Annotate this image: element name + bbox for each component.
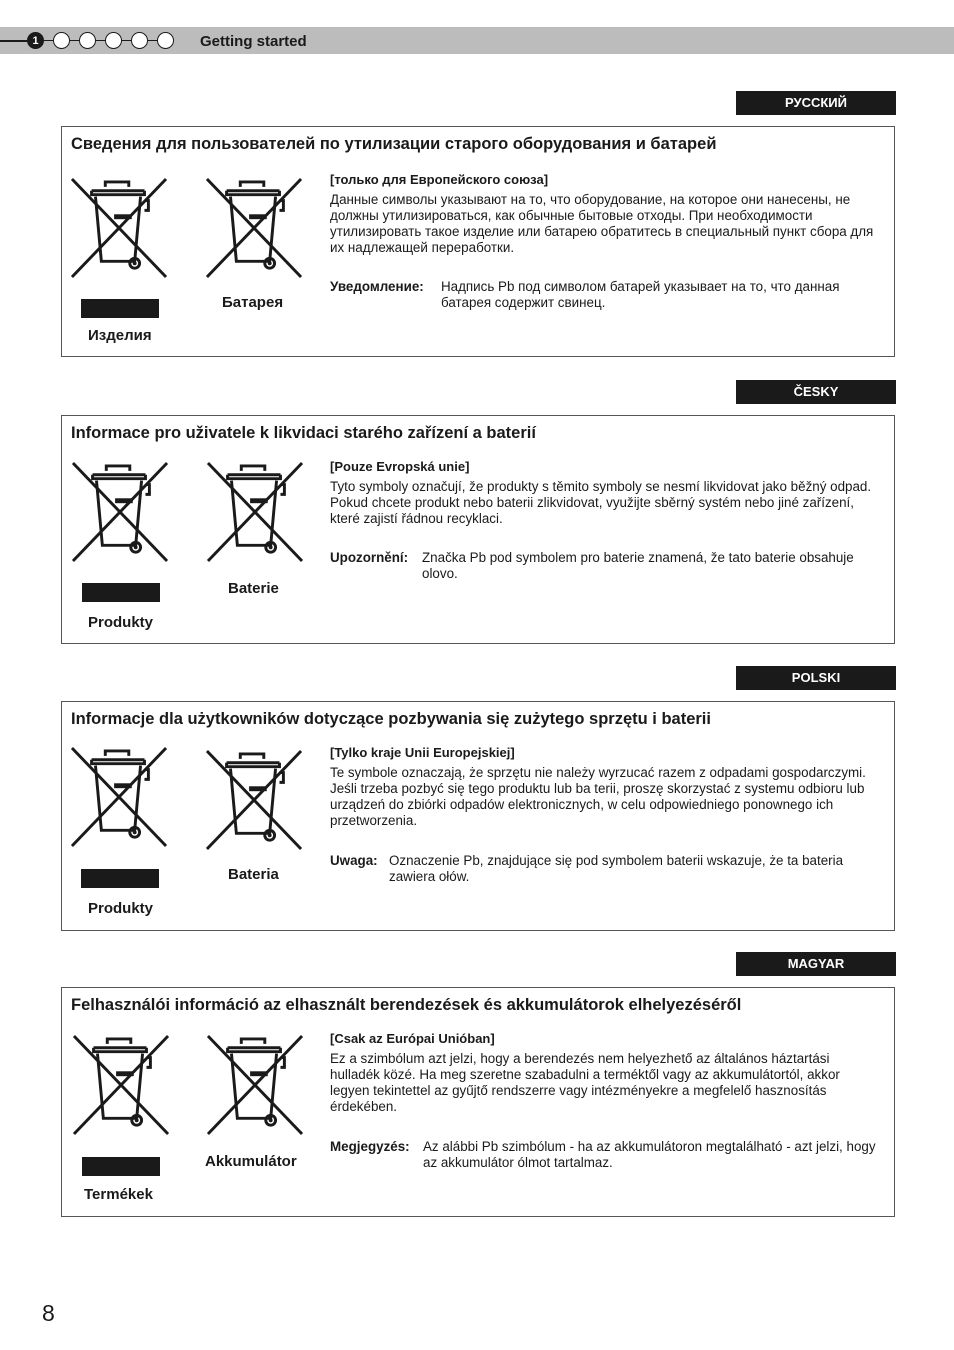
disposal-info-box-russian — [61, 126, 895, 357]
step-2-indicator — [53, 32, 70, 49]
marking-bar — [81, 869, 159, 888]
step-1-indicator: 1 — [27, 32, 44, 49]
marking-bar — [82, 1157, 160, 1176]
note-text: Az alábbi Pb szimbólum - ha az akkumulátoron megtalálható - azt jelzi, hogy az akkumulátor ólmot tartalmaz. — [423, 1139, 876, 1170]
products-label: Produkty — [88, 614, 154, 631]
battery-label: Akkumulátor — [205, 1153, 297, 1170]
note-text: Značka Pb pod symbolem pro baterie znamená, že tato baterie obsahuje olovo. — [422, 550, 854, 581]
region-subtitle: [Csak az Európai Unióban] — [330, 1031, 495, 1046]
region-subtitle: [только для Европейского союза] — [330, 172, 549, 187]
language-tab-hungarian: MAGYAR — [736, 952, 896, 976]
box-title: Сведения для пользователей по утилизации старого оборудования и батарей — [71, 135, 717, 153]
step-connector — [70, 40, 79, 41]
crossed-out-bin-icon — [205, 749, 303, 852]
body-text: Данные символы указывают на то, что оборудование, на которое они нанесены, не должны утилизироваться, как обычные бытовые отходы. При необходимости утилизировать такое изделие или батарею обратитесь в специальный пункт сбора для их надлежащей переработки. — [330, 192, 874, 255]
crossed-out-bin-icon — [72, 1034, 170, 1137]
note-label: Uwaga: — [330, 853, 378, 868]
note-label: Upozornění: — [330, 550, 409, 565]
step-connector — [44, 40, 53, 41]
disposal-info-box-czech — [61, 415, 895, 644]
products-label: Изделия — [88, 327, 152, 344]
region-subtitle: [Pouze Evropská unie] — [330, 459, 470, 474]
language-tab-russian: РУССКИЙ — [736, 91, 896, 115]
step-connector — [96, 40, 105, 41]
box-title: Felhasználói információ az elhasznált berendezések és akkumulátorok elhelyezéséről — [71, 996, 742, 1014]
note-label: Megjegyzés: — [330, 1139, 410, 1154]
step-connector — [148, 40, 157, 41]
step-4-indicator — [105, 32, 122, 49]
language-tab-polish: POLSKI — [736, 666, 896, 690]
body-text: Tyto symboly označují, že produkty s těmito symboly se nesmí likvidovat jako běžný odpad. Pokud chcete produkt nebo baterii zlikvidovat, využijte sběrný systém nebo jiné zařízení, které zajistí řádnou recyklaci. — [330, 479, 872, 526]
crossed-out-bin-icon — [205, 177, 303, 280]
box-title: Informacje dla użytkowników dotyczące pozbywania się zużytego sprzętu i baterii — [71, 710, 711, 728]
step-3-indicator — [79, 32, 96, 49]
step-6-indicator — [157, 32, 174, 49]
crossed-out-bin-icon — [206, 461, 304, 564]
region-subtitle: [Tylko kraje Unii Europejskiej] — [330, 745, 515, 760]
section-heading: Getting started — [200, 33, 307, 50]
crossed-out-bin-icon — [71, 461, 169, 564]
battery-label: Bateria — [228, 866, 279, 883]
note-label: Уведомление: — [330, 279, 424, 294]
crossed-out-bin-icon — [70, 746, 168, 849]
crossed-out-bin-icon — [70, 177, 168, 280]
disposal-info-box-polish — [61, 701, 895, 931]
box-title: Informace pro uživatele k likvidaci starého zařízení a baterií — [71, 424, 536, 442]
products-label: Termékek — [84, 1186, 153, 1203]
note-text: Надпись Pb под символом батарей указывает на то, что данная батарея содержит свинец. — [441, 279, 840, 310]
step-connector — [122, 40, 131, 41]
products-label: Produkty — [88, 900, 154, 917]
battery-label: Батарея — [222, 294, 284, 311]
marking-bar — [82, 583, 160, 602]
note-text: Oznaczenie Pb, znajdujące się pod symbolem baterii wskazuje, że ta bateria zawiera ołów. — [389, 853, 844, 884]
body-text: Ez a szimbólum azt jelzi, hogy a berendezés nem helyezhető az általános háztartási hulladék közé. Ha meg szeretne szabadulni a terméktől vagy az akkumulátortól, akkor legyen tekintettel az gyűjtő rendszerre vagy intézményekre a megfelelő hasznosítás érdekében. — [330, 1051, 840, 1114]
body-text: Te symbole oznaczają, że sprzętu nie należy wyrzucać razem z odpadami gospodarczymi. Jeśli trzeba pozbyć się tego produktu lub ba terii, proszę skorzystać z systemu odbioru lub urządzeń do zbiórki odpadów elektronicznych, w celu odpowiedniego ponownego ich przetworzenia. — [330, 765, 866, 828]
chapter-steps — [27, 31, 174, 50]
language-tab-czech: ČESKY — [736, 380, 896, 404]
battery-label: Baterie — [228, 580, 279, 597]
disposal-info-box-hungarian — [61, 987, 895, 1217]
marking-bar — [81, 299, 159, 318]
crossed-out-bin-icon — [206, 1034, 304, 1137]
step-5-indicator — [131, 32, 148, 49]
page-number: 8 — [42, 1300, 55, 1326]
header-rule — [0, 40, 30, 42]
